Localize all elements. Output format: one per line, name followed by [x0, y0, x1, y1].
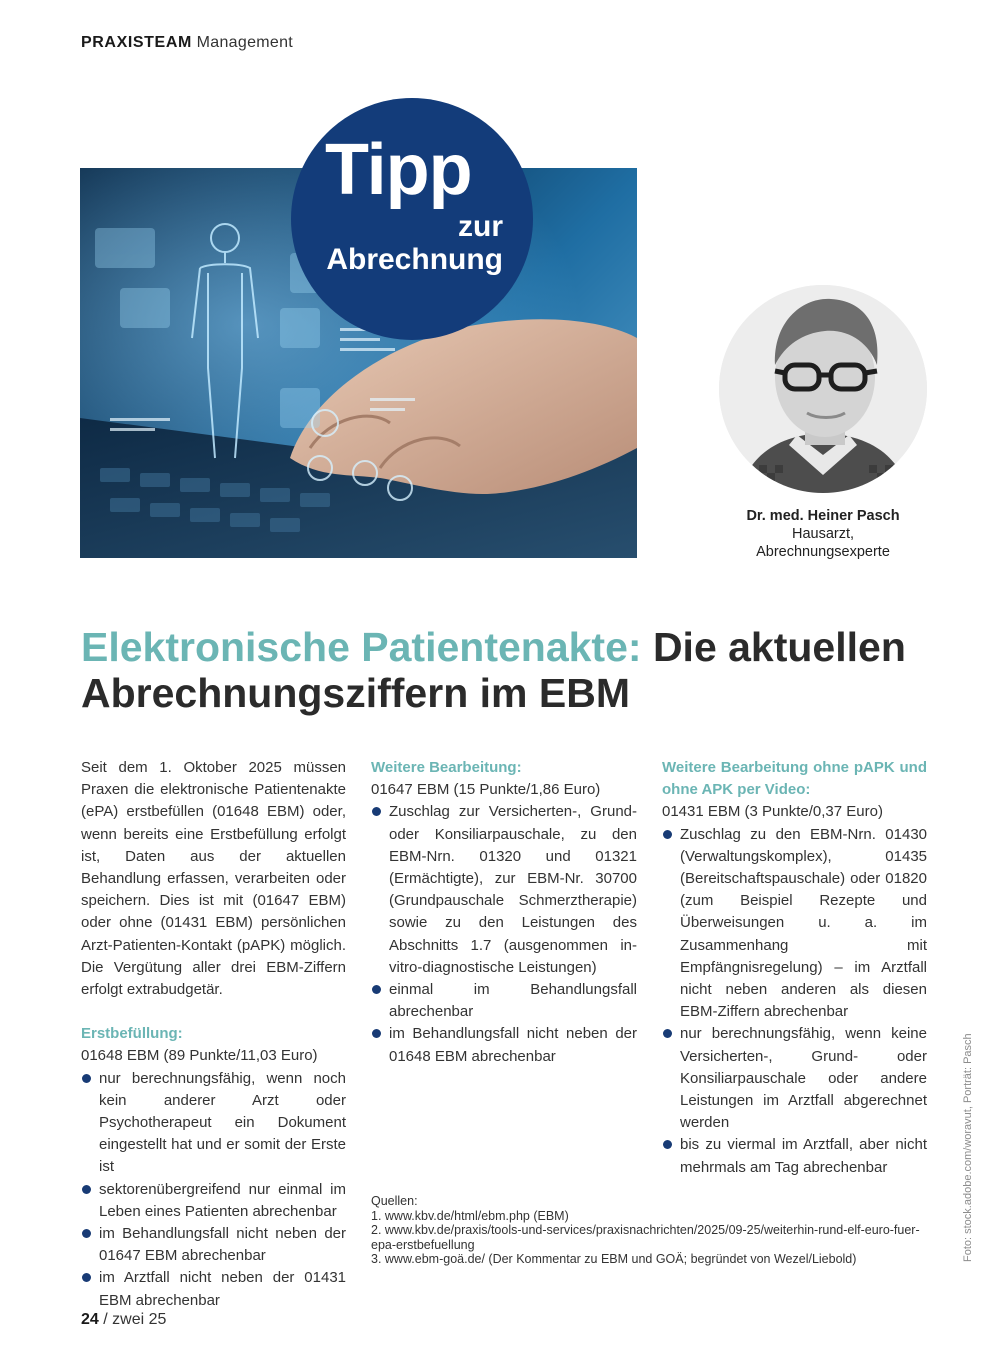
tipp-badge	[291, 98, 533, 340]
page-number: 24	[81, 1311, 99, 1328]
list-item: im Behandlungsfall nicht neben der 01647 EBM abrechenbar	[81, 1223, 346, 1267]
bullet-icon	[372, 1029, 381, 1038]
bullet-icon	[82, 1273, 91, 1282]
section-code: 01648 EBM (89 Punkte/11,03 Euro)	[81, 1047, 318, 1065]
bullet-icon	[663, 830, 672, 839]
magazine-name: PRAXISTEAM	[81, 34, 192, 51]
list-item: Zuschlag zu den EBM-Nrn. 01430 (Verwaltungskomplex), 01435 (Bereitschaftspauschale) oder 01820 (zum Beispiel Rezepte und Überweisungen u. a. im Zusammenhang mit Empfängnisregelung) – im Arztfall nicht neben anderen als diesen EBM-Ziffern abrechenbar	[662, 824, 927, 1024]
list-item: sektorenübergreifend nur einmal im Leben eines Patienten abrechenbar	[81, 1179, 346, 1223]
article-headline	[81, 624, 961, 716]
bullet-icon	[372, 807, 381, 816]
source-item: 3. www.ebm-goä.de/ (Der Kommentar zu EBM und GOÄ; begründet von Wezel/Liebold)	[371, 1252, 857, 1266]
section-heading-erstbefuellung: Erstbefüllung:	[81, 1025, 183, 1043]
author-title: Abrechnungsexperte	[756, 544, 890, 560]
list-item: bis zu viermal im Arztfall, aber nicht mehrmals am Tag abrechenbar	[662, 1134, 927, 1178]
author-role: Hausarzt,	[791, 526, 855, 542]
badge-subtitle-1: zur	[458, 210, 503, 243]
page-footer	[81, 1311, 166, 1329]
headline-accent: Elektronische Patientenakte:	[81, 624, 642, 670]
list-item: nur berechnungsfähig, wenn keine Versicherten-, Grund- oder Konsiliarpauschale oder andere Leistungen im Arztfall abgerechnet werden	[662, 1023, 927, 1134]
photo-credit: Foto: stock.adobe.com/woravut, Porträt: Pasch	[962, 1033, 974, 1262]
headline-rest: Die aktuellen Abrechnungsziffern im EBM	[81, 624, 906, 716]
badge-subtitle-2: Abrechnung	[326, 243, 503, 276]
badge-title: Tipp	[325, 130, 472, 210]
sources-block	[371, 1194, 931, 1267]
list-item: im Arztfall nicht neben der 01431 EBM abrechenbar	[81, 1267, 346, 1311]
portrait-illustration	[719, 285, 927, 493]
source-item: 1. www.kbv.de/html/ebm.php (EBM)	[371, 1208, 569, 1223]
issue-label: / zwei 25	[103, 1311, 167, 1328]
article-column-2	[371, 757, 637, 1068]
bullet-icon	[82, 1229, 91, 1238]
list-item: Zuschlag zur Versicherten-, Grund- oder Konsiliarpauschale, zu den EBM-Nrn. 01320 und 01321 (Ermächtigte), zur EBM-Nr. 30700 (Grundpauschale Schmerztherapie) sowie zu den Leistungen des Abschnitts 1.7 (ausgenommen in-vitro-diagnostische Leistungen)	[371, 801, 637, 979]
section-heading-weitere-bearbeitung: Weitere Bearbeitung:	[371, 759, 522, 776]
source-item: 2. www.kbv.de/praxis/tools-und-services/praxisnachrichten/2025/09-25/weiterhin-rund-elf-euro-fuer-epa-erstbefuellung	[371, 1223, 920, 1252]
author-portrait	[719, 285, 927, 493]
intro-paragraph: Seit dem 1. Oktober 2025 müssen Praxen die elektronische Patientenakte (ePA) erstbefüllen (01648 EBM) oder, wenn bereits eine Erstbefüllung erfolgt ist, Daten aus der aktuellen Behandlung erfassen, verarbeiten oder speichern. Dies ist mit (01647 EBM) oder ohne (01431 EBM) persönlichen Arzt-Patienten-Kontakt (pAPK) möglich. Die Vergütung aller drei EBM-Ziffern erfolgt extrabudgetär.	[81, 759, 346, 999]
bullet-list	[662, 824, 927, 1179]
article-column-1	[81, 757, 346, 1312]
section-name: Management	[196, 34, 294, 51]
section-heading-ohne-papk: Weitere Bearbeitung ohne pAPK und ohne APK per Video:	[662, 759, 927, 799]
list-item: im Behandlungsfall nicht neben der 01648 EBM abrechenbar	[371, 1023, 637, 1067]
bullet-icon	[82, 1074, 91, 1083]
bullet-icon	[82, 1185, 91, 1194]
article-column-3	[662, 757, 927, 1179]
bullet-icon	[372, 985, 381, 994]
section-code: 01647 EBM (15 Punkte/1,86 Euro)	[371, 781, 601, 799]
bullet-list	[81, 1068, 346, 1312]
bullet-icon	[663, 1029, 672, 1038]
running-header	[81, 34, 293, 52]
bullet-list	[371, 801, 637, 1067]
bullet-icon	[663, 1140, 672, 1149]
list-item: nur berechnungsfähig, wenn noch kein anderer Arzt oder Psychotherapeut ein Dokument eingestellt hat und er somit der Erste ist	[81, 1068, 346, 1179]
author-caption	[700, 507, 946, 561]
sources-label: Quellen:	[371, 1194, 418, 1208]
list-item: einmal im Behandlungsfall abrechenbar	[371, 979, 637, 1023]
author-name: Dr. med. Heiner Pasch	[746, 508, 900, 524]
section-code: 01431 EBM (3 Punkte/0,37 Euro)	[662, 803, 883, 821]
